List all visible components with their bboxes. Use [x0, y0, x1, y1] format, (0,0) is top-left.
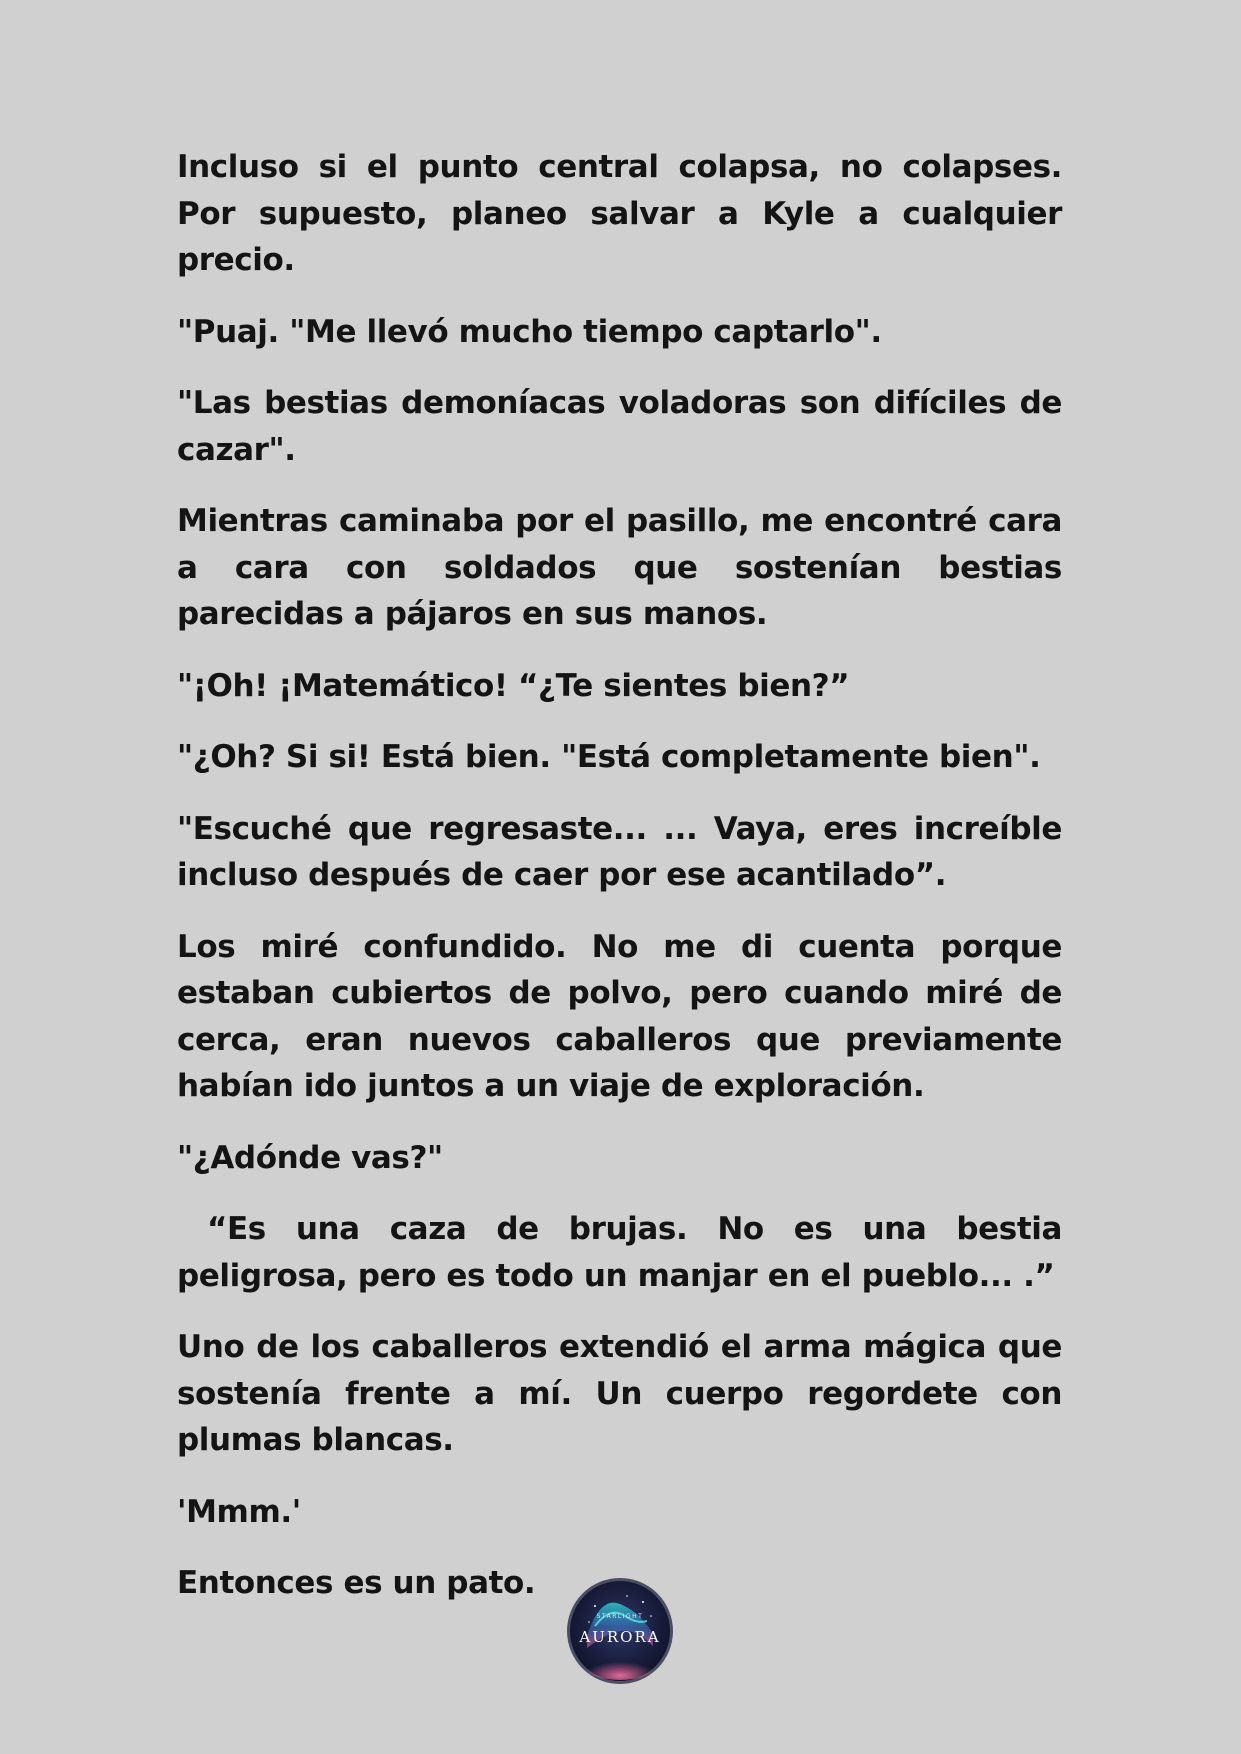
paragraph: "¿Adónde vas?"	[177, 1139, 443, 1176]
paragraph: "¿Oh? Si si! Está bien. "Está completamente bien".	[177, 739, 1041, 775]
paragraph: Los miré confundido. No me di cuenta porque estaban cubiertos de polvo, pero cuando miré de cerca, eran nuevos caballeros que previamente habían ido juntos a un viaje de exploración.	[177, 928, 1062, 1104]
paragraph: Incluso si el punto central colapsa, no colapses. Por supuesto, planeo salvar a Kyle a cualquier precio.	[177, 149, 1062, 278]
paragraph: 'Mmm.'	[177, 1493, 301, 1530]
paragraph: “Es una caza de brujas. No es una bestia peligrosa, pero es todo un manjar en el pueblo... .”	[177, 1211, 1073, 1294]
aurora-logo-icon	[565, 1576, 675, 1686]
paragraph: "¡Oh! ¡Matemático! “¿Te sientes bien?”	[177, 667, 850, 704]
paragraph: Uno de los caballeros extendió el arma mágica que sostenía frente a mí. Un cuerpo regordete con plumas blancas.	[177, 1329, 1062, 1458]
paragraph: "Puaj. "Me llevó mucho tiempo captarlo".	[177, 313, 882, 350]
paragraph: Mientras caminaba por el pasillo, me encontré cara a cara con soldados que sostenían bestias parecidas a pájaros en sus manos.	[177, 503, 1062, 632]
paragraph: Entonces es un pato.	[177, 1565, 536, 1601]
logo-title: AURORA	[579, 1628, 661, 1646]
paragraph: "Las bestias demoníacas voladoras son difíciles de cazar".	[177, 385, 1062, 468]
story-text	[177, 144, 1073, 1632]
paragraph: "Escuché que regresaste... ... Vaya, eres increíble incluso después de caer por ese acantilado”.	[177, 810, 1062, 893]
logo-subtitle: STARLIGHT	[596, 1613, 644, 1620]
